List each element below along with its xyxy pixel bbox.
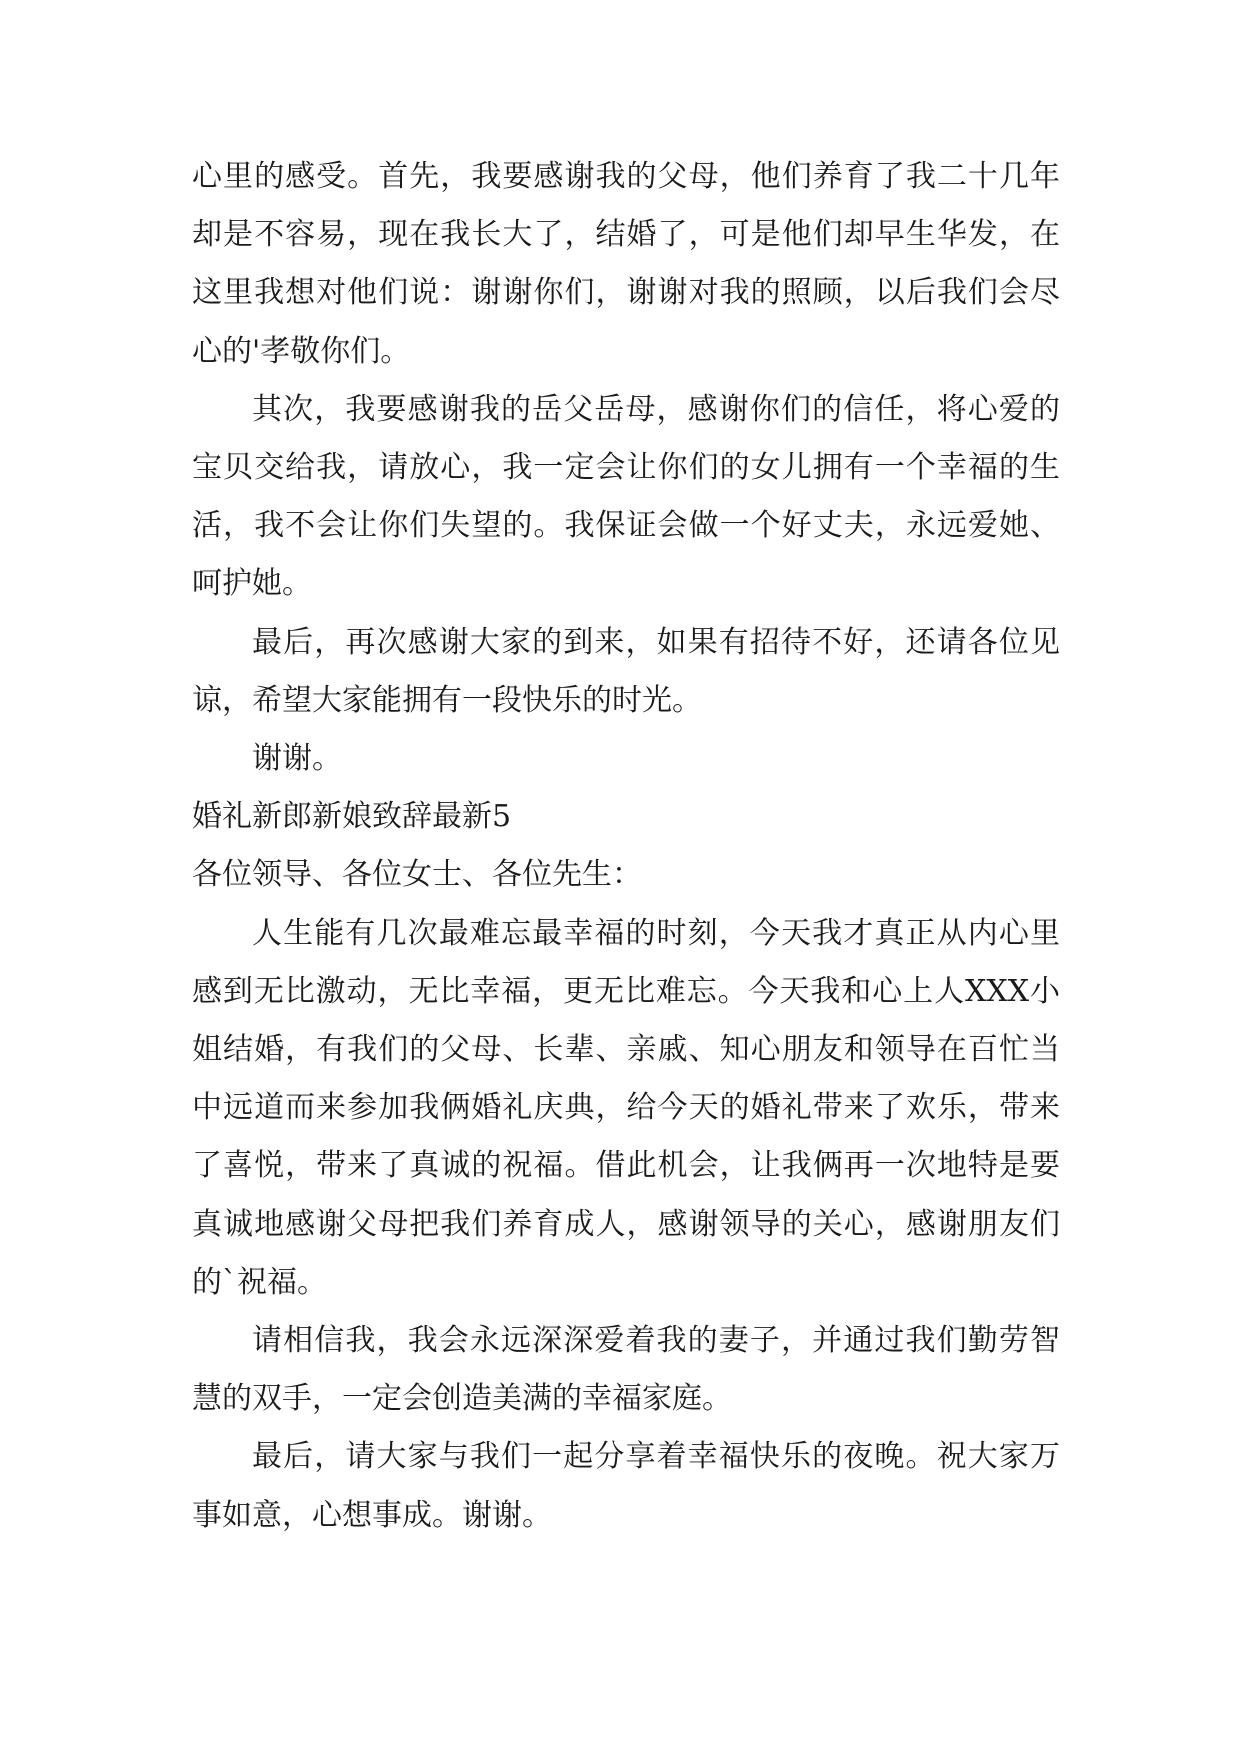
- paragraph-closing: 最后，再次感谢大家的到来，如果有招待不好，还请各位见谅，希望大家能拥有一段快乐的时光。: [192, 624, 1060, 718]
- paragraph-promise: 请相信我，我会永远深深爱着我的妻子，并通过我们勤劳智慧的双手，一定会创造美满的幸福家庭。: [192, 1323, 1060, 1417]
- paragraph-happiest-moment: 人生能有几次最难忘最幸福的时刻，今天我才真正从内心里感到无比激动，无比幸福，更无比难忘。今天我和心上人XXX小姐结婚，有我们的父母、长辈、亲戚、知心朋友和领导在百忙当中远道而来参加我俩婚礼庆典，给今天的婚礼带来了欢乐，带来了喜悦，带来了真诚的祝福。借此机会，让我俩再一次地特是要真诚地感谢父母把我们养育成人，感谢领导的关心，感谢朋友们的`祝福。: [192, 915, 1060, 1300]
- document-body: [192, 148, 1060, 1545]
- paragraph-final-wishes: 最后，请大家与我们一起分享着幸福快乐的夜晚。祝大家万事如意，心想事成。谢谢。: [192, 1439, 1060, 1533]
- salutation: 各位领导、各位女士、各位先生：: [192, 857, 642, 893]
- paragraph-thanks-in-laws: 其次，我要感谢我的岳父岳母，感谢你们的信任，将心爱的宝贝交给我，请放心，我一定会让你们的女儿拥有一个幸福的生活，我不会让你们失望的。我保证会做一个好丈夫，永远爱她、呵护她。: [192, 391, 1060, 602]
- paragraph-thank-you: 谢谢。: [252, 741, 342, 777]
- paragraph-continuation: 心里的感受。首先，我要感谢我的父母，他们养育了我二十几年却是不容易，现在我长大了，结婚了，可是他们却早生华发，在这里我想对他们说：谢谢你们，谢谢对我的照顾，以后我们会尽心的'孝敬你们。: [192, 159, 1060, 369]
- section-heading: 婚礼新郎新娘致辞最新5: [192, 799, 512, 835]
